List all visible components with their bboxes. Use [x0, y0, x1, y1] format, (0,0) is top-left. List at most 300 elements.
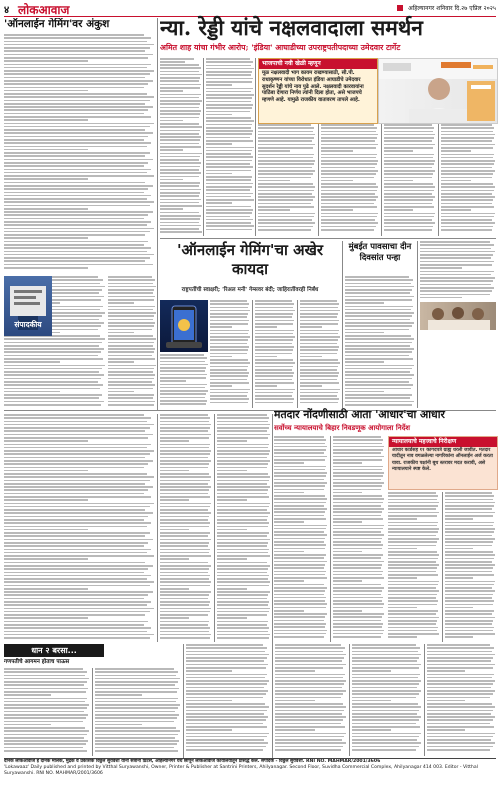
- text-line: [210, 372, 249, 374]
- text-line: [4, 711, 84, 713]
- text-line: [333, 515, 381, 517]
- text-line: [420, 294, 490, 296]
- text-line: [217, 470, 247, 472]
- text-line: [321, 203, 374, 205]
- text-line: [4, 257, 150, 259]
- text-line: [333, 518, 383, 520]
- text-line: [160, 558, 189, 560]
- text-line: [4, 480, 150, 482]
- text-line: [217, 483, 267, 485]
- text-line: [420, 257, 491, 259]
- text-line: [274, 502, 326, 504]
- text-line: [206, 124, 252, 126]
- text-line: [300, 310, 340, 312]
- text-line: [217, 506, 269, 508]
- text-line: [160, 231, 202, 233]
- text-line: [333, 479, 381, 481]
- text-line: [275, 746, 343, 748]
- text-line: [384, 209, 413, 211]
- text-line: [108, 315, 154, 317]
- text-line: [186, 644, 263, 646]
- text-line: [108, 351, 154, 353]
- text-line: [108, 345, 153, 347]
- text-line: [4, 234, 145, 236]
- text-line: [445, 604, 493, 606]
- text-line: [275, 670, 315, 672]
- text-line: [4, 457, 145, 459]
- text-line: [160, 136, 201, 138]
- section-divider: [160, 238, 496, 239]
- text-line: [160, 208, 183, 210]
- text-line: [160, 380, 186, 382]
- text-line: [274, 600, 325, 602]
- text-line: [160, 542, 209, 544]
- text-line: [441, 219, 492, 221]
- text-line: [384, 173, 433, 175]
- text-line: [186, 677, 265, 679]
- text-line: [427, 670, 465, 672]
- text-line: [300, 385, 322, 387]
- brand-square-icon: [397, 5, 403, 11]
- text-line: [4, 467, 144, 469]
- text-line: [333, 525, 384, 527]
- text-line: [427, 719, 493, 721]
- left-article-title: 'ऑनलाईन गेमिंग'वर अंकुश: [4, 18, 110, 30]
- text-line: [186, 749, 263, 751]
- text-line: [352, 657, 419, 659]
- text-line: [4, 195, 151, 197]
- text-line: [441, 180, 471, 182]
- text-line: [274, 462, 304, 464]
- text-line: [388, 630, 437, 632]
- text-line: [4, 64, 151, 66]
- text-line: [4, 704, 89, 706]
- footer-imprint: [4, 758, 496, 793]
- text-line: [95, 668, 174, 670]
- text-line: [160, 555, 211, 557]
- text-line: [445, 574, 494, 576]
- column-divider: [297, 300, 298, 408]
- text-line: [108, 332, 134, 334]
- text-line: [160, 374, 207, 376]
- text-line: [333, 564, 382, 566]
- text-line: [4, 44, 154, 46]
- text-line: [445, 613, 492, 615]
- text-line: [4, 427, 150, 429]
- text-line: [274, 610, 304, 612]
- text-line: [210, 375, 248, 377]
- text-line: [258, 140, 312, 142]
- text-line: [4, 381, 98, 383]
- text-line: [108, 365, 156, 367]
- text-line: [445, 594, 493, 596]
- text-line: [274, 466, 326, 468]
- text-line: [275, 660, 342, 662]
- text-line: [445, 508, 492, 510]
- text-line: [206, 97, 252, 99]
- text-line: [333, 469, 382, 471]
- text-line: [186, 651, 265, 653]
- text-line: [333, 567, 381, 569]
- text-line: [4, 486, 153, 488]
- text-line: [4, 241, 148, 243]
- text-line: [321, 124, 374, 126]
- amit-shah-photo: [378, 58, 498, 124]
- text-line: [160, 139, 200, 141]
- text-line: [274, 594, 324, 596]
- text-line: [427, 657, 493, 659]
- newspaper-logo: लोकआवाज: [18, 3, 70, 17]
- text-line: [255, 385, 277, 387]
- text-line: [274, 538, 325, 540]
- text-line: [4, 529, 88, 531]
- text-line: [210, 316, 247, 318]
- text-line: [352, 742, 421, 744]
- text-line: [186, 687, 264, 689]
- text-line: [108, 312, 156, 314]
- text-line: [275, 664, 346, 666]
- text-line: [345, 378, 412, 380]
- text-line: [352, 719, 419, 721]
- text-line: [160, 499, 189, 501]
- text-line: [333, 557, 381, 559]
- text-line: [160, 367, 206, 369]
- text-line: [160, 516, 209, 518]
- text-line: [388, 525, 437, 527]
- text-line: [4, 470, 88, 472]
- text-line: [95, 737, 175, 739]
- text-line: [333, 459, 382, 461]
- text-line: [4, 374, 104, 376]
- text-line: [384, 140, 432, 142]
- text-line: [160, 506, 210, 508]
- text-line: [275, 719, 343, 721]
- text-line: [274, 443, 325, 445]
- court-order-text: आधार कार्डसह ११ कागदपत्रे ग्राह्य धरली जावीत. मतदार यादीतून नाव वगळलेल्या नागरिकांना ऑनलाईन अर्ज करता यावा. राजकीय पक्षांनी बूथ स्तरावर मदत करावी, असे न्यायालयाने स्पष्ट केले.: [392, 448, 493, 473]
- text-line: [427, 723, 490, 725]
- text-line: [206, 202, 232, 204]
- column-divider: [349, 644, 350, 756]
- mid-body-col2: [217, 414, 271, 642]
- text-line: [217, 575, 269, 577]
- text-line: [206, 101, 251, 103]
- text-line: [4, 231, 150, 233]
- text-line: [384, 196, 435, 198]
- text-line: [108, 335, 153, 337]
- text-line: [4, 552, 147, 554]
- gaming-body-col3: [300, 300, 340, 408]
- text-line: [300, 343, 337, 345]
- text-line: [4, 724, 51, 726]
- text-line: [274, 597, 326, 599]
- text-line: [186, 664, 268, 666]
- text-line: [95, 724, 142, 726]
- text-line: [352, 713, 417, 715]
- text-line: [258, 190, 314, 192]
- text-line: [352, 651, 418, 653]
- text-line: [300, 323, 338, 325]
- text-line: [4, 175, 154, 177]
- text-line: [333, 613, 384, 615]
- text-line: [333, 554, 383, 556]
- text-line: [4, 730, 89, 732]
- text-line: [441, 206, 494, 208]
- text-line: [210, 353, 247, 355]
- text-line: [95, 711, 175, 713]
- text-line: [321, 216, 377, 218]
- text-line: [427, 647, 494, 649]
- text-line: [4, 555, 154, 557]
- text-line: [445, 620, 493, 622]
- text-line: [217, 598, 267, 600]
- text-line: [274, 580, 304, 582]
- text-line: [321, 219, 375, 221]
- text-line: [4, 247, 151, 249]
- text-line: [333, 511, 382, 513]
- text-line: [160, 424, 211, 426]
- text-line: [206, 225, 254, 227]
- text-line: [441, 170, 495, 172]
- text-line: [210, 356, 232, 358]
- text-line: [4, 401, 104, 403]
- text-line: [4, 83, 148, 85]
- text-line: [445, 522, 494, 524]
- text-line: [384, 127, 434, 129]
- text-line: [333, 521, 362, 523]
- aadhaar-subtitle-box: [274, 423, 496, 435]
- text-line: [108, 388, 153, 390]
- text-line: [160, 166, 200, 168]
- text-line: [420, 241, 490, 243]
- text-line: [4, 365, 105, 367]
- text-line: [255, 310, 295, 312]
- text-line: [275, 693, 343, 695]
- text-line: [388, 577, 417, 579]
- headline-subtitle: अमित शाह यांचा गंभीर आरोप; 'इंडिया' आघाडीच्या उपराष्ट्रपतीपदाच्या उमेदवार टार्गेट: [160, 43, 401, 52]
- text-line: [441, 216, 494, 218]
- text-line: [4, 116, 151, 118]
- text-line: [352, 723, 416, 725]
- text-line: [321, 226, 376, 228]
- text-line: [345, 371, 410, 373]
- text-line: [4, 621, 148, 623]
- text-line: [321, 193, 375, 195]
- text-line: [210, 395, 247, 397]
- text-line: [4, 617, 88, 619]
- text-line: [333, 548, 382, 550]
- text-line: [321, 144, 378, 146]
- text-line: [321, 222, 378, 224]
- text-line: [300, 300, 337, 302]
- column-divider: [330, 436, 331, 642]
- text-line: [210, 300, 247, 302]
- text-line: [275, 697, 341, 699]
- text-line: [258, 124, 311, 126]
- text-line: [4, 264, 153, 266]
- text-line: [441, 150, 471, 152]
- text-line: [4, 522, 151, 524]
- text-line: [445, 590, 495, 592]
- text-line: [333, 443, 382, 445]
- text-line: [274, 564, 325, 566]
- text-line: [160, 228, 199, 230]
- text-line: [388, 584, 438, 586]
- text-line: [210, 320, 249, 322]
- text-line: [255, 349, 293, 351]
- text-line: [388, 538, 439, 540]
- text-line: [160, 549, 210, 551]
- text-line: [445, 531, 494, 533]
- text-line: [352, 693, 419, 695]
- column-divider: [417, 241, 418, 408]
- text-line: [160, 457, 208, 459]
- text-line: [321, 196, 378, 198]
- text-line: [186, 706, 269, 708]
- text-line: [384, 170, 435, 172]
- text-line: [160, 493, 208, 495]
- text-line: [445, 561, 492, 563]
- text-line: [206, 147, 254, 149]
- text-line: [388, 597, 436, 599]
- text-line: [160, 77, 200, 79]
- text-line: [217, 447, 268, 449]
- text-line: [445, 492, 492, 494]
- text-line: [388, 502, 439, 504]
- text-line: [427, 693, 493, 695]
- mumbai-rain-title-box: [345, 241, 415, 273]
- text-line: [4, 37, 151, 39]
- text-line: [4, 77, 145, 79]
- text-line: [352, 667, 419, 669]
- text-line: [206, 104, 253, 106]
- left-mid-body: [4, 414, 156, 642]
- text-line: [4, 178, 88, 180]
- text-line: [274, 456, 327, 458]
- text-line: [441, 131, 493, 133]
- text-line: [4, 572, 144, 574]
- text-line: [345, 286, 414, 288]
- text-line: [160, 476, 211, 478]
- text-line: [210, 385, 232, 387]
- text-line: [186, 667, 266, 669]
- text-line: [275, 713, 342, 715]
- text-line: [333, 623, 383, 625]
- text-line: [4, 714, 88, 716]
- text-line: [255, 326, 277, 328]
- text-line: [345, 325, 412, 327]
- text-line: [255, 300, 292, 302]
- text-line: [4, 169, 151, 171]
- text-line: [333, 607, 383, 609]
- text-line: [206, 58, 250, 60]
- text-line: [217, 509, 267, 511]
- text-line: [210, 392, 248, 394]
- text-line: [427, 703, 492, 705]
- text-line: [388, 535, 436, 537]
- text-line: [160, 611, 210, 613]
- text-line: [321, 190, 377, 192]
- text-line: [445, 512, 495, 514]
- text-line: [300, 353, 337, 355]
- text-line: [427, 700, 465, 702]
- text-line: [160, 594, 209, 596]
- text-line: [4, 608, 154, 610]
- text-line: [345, 329, 409, 331]
- text-line: [210, 349, 248, 351]
- text-line: [186, 657, 267, 659]
- text-line: [258, 183, 313, 185]
- text-line: [217, 512, 270, 514]
- text-line: [217, 585, 269, 587]
- text-line: [333, 436, 381, 438]
- text-line: [4, 444, 151, 446]
- text-line: [333, 590, 382, 592]
- text-line: [160, 637, 210, 639]
- text-line: [352, 746, 419, 748]
- text-line: [255, 379, 292, 381]
- text-line: [206, 209, 253, 211]
- text-line: [206, 163, 250, 165]
- text-line: [4, 142, 151, 144]
- text-line: [274, 482, 327, 484]
- text-line: [4, 188, 148, 190]
- text-line: [4, 50, 145, 52]
- text-line: [345, 361, 384, 363]
- right-small-body: [420, 241, 496, 301]
- text-line: [160, 212, 199, 214]
- text-line: [275, 657, 344, 659]
- text-line: [441, 154, 494, 156]
- text-line: [217, 581, 270, 583]
- text-line: [274, 551, 304, 553]
- text-line: [186, 716, 268, 718]
- text-line: [420, 297, 462, 299]
- text-line: [384, 222, 435, 224]
- text-line: [108, 378, 154, 380]
- text-line: [108, 306, 155, 308]
- text-line: [160, 421, 209, 423]
- text-line: [274, 620, 324, 622]
- text-line: [275, 690, 346, 692]
- text-line: [210, 389, 250, 391]
- text-line: [352, 664, 421, 666]
- text-line: [95, 678, 180, 680]
- text-line: [4, 668, 83, 670]
- text-line: [441, 229, 492, 231]
- text-line: [160, 568, 209, 570]
- text-line: [255, 369, 292, 371]
- text-line: [427, 736, 493, 738]
- text-line: [4, 539, 153, 541]
- text-line: [160, 189, 201, 191]
- text-line: [255, 330, 294, 332]
- text-line: [427, 687, 491, 689]
- text-line: [4, 747, 83, 749]
- text-line: [186, 680, 269, 682]
- text-line: [388, 623, 436, 625]
- text-line: [4, 414, 144, 416]
- text-line: [4, 41, 147, 43]
- text-line: [321, 183, 376, 185]
- text-line: [160, 532, 210, 534]
- text-line: [186, 654, 269, 656]
- text-line: [206, 193, 253, 195]
- text-line: [258, 147, 313, 149]
- text-line: [160, 480, 210, 482]
- text-line: [160, 467, 208, 469]
- text-line: [345, 319, 410, 321]
- text-line: [4, 211, 153, 213]
